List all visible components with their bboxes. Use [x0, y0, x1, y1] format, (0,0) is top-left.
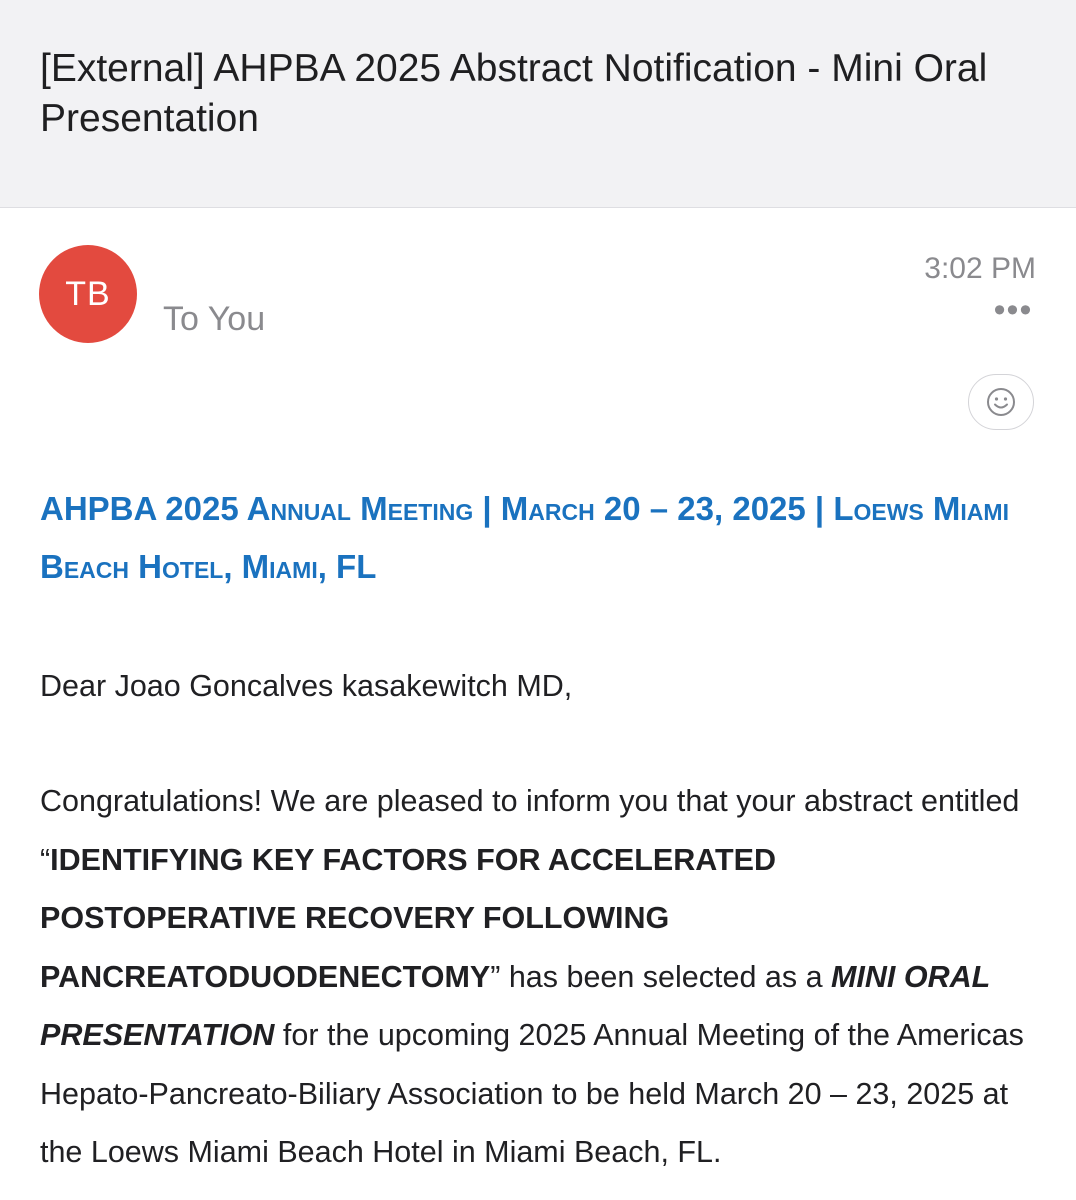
email-subject: [External] AHPBA 2025 Abstract Notification - Mini Oral Presentation	[40, 47, 988, 140]
recipient-line[interactable]: To You	[163, 300, 266, 338]
smiley-reaction-icon	[985, 386, 1017, 418]
message-paragraph	[40, 772, 1040, 1182]
sender-avatar[interactable]	[39, 245, 137, 343]
mid-text: ” has been selected as a	[490, 959, 832, 994]
more-options-icon[interactable]: •••	[993, 291, 1033, 329]
sender-initials: TB	[65, 275, 111, 313]
meeting-banner: AHPBA 2025 Annual Meeting | March 20 – 23, 2025 | Loews Miami Beach Hotel, Miami, FL	[40, 490, 1009, 585]
greeting: Dear Joao Goncalves kasakewitch MD,	[40, 669, 573, 703]
intro-text: Congratulations! We are pleased to inform you that your abstract entitled “	[40, 784, 1020, 877]
closing-text: for the upcoming 2025 Annual Meeting of the Americas Hepato-Pancreato-Biliary Association to be held March 20 – 23, 2025 at the Loews Miami Beach Hotel in Miami Beach, FL.	[40, 1018, 1024, 1169]
presentation-type: MINI ORAL PRESENTATION	[40, 959, 990, 1052]
subject-header	[0, 0, 1076, 208]
received-time: 3:02 PM	[924, 252, 1036, 285]
react-button[interactable]	[968, 374, 1034, 430]
abstract-title: IDENTIFYING KEY FACTORS FOR ACCELERATED POSTOPERATIVE RECOVERY FOLLOWING PANCREATODUODENECTOMY	[40, 842, 777, 994]
